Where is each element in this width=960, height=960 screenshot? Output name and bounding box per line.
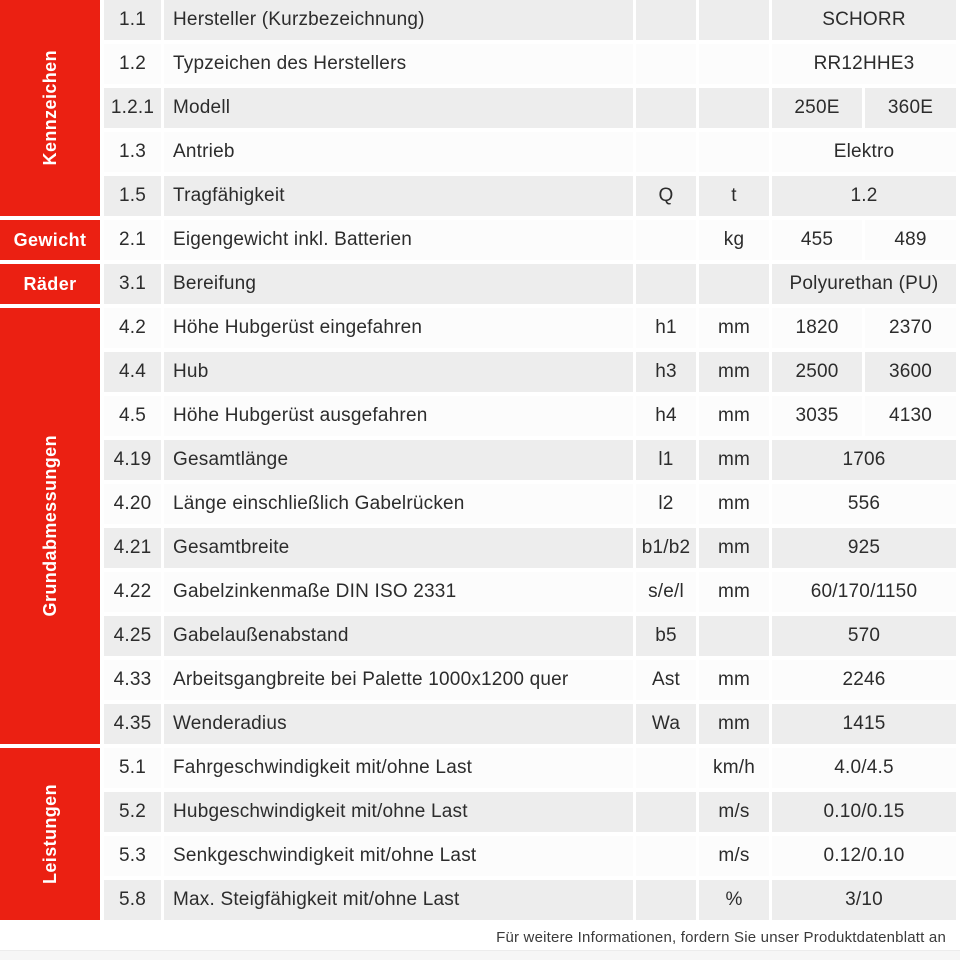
section-grundabmessungen	[0, 308, 956, 744]
value-merged: 2246	[772, 660, 956, 700]
spec-description: Eigengewicht inkl. Batterien	[164, 220, 633, 260]
spec-symbol	[636, 132, 696, 172]
row-number: 4.21	[104, 528, 161, 568]
row-number: 5.2	[104, 792, 161, 832]
spec-symbol	[636, 88, 696, 128]
spec-description: Wenderadius	[164, 704, 633, 744]
spec-unit	[699, 44, 769, 84]
spec-unit: kg	[699, 220, 769, 260]
row-number: 3.1	[104, 264, 161, 304]
spec-description: Modell	[164, 88, 633, 128]
value-merged: 1415	[772, 704, 956, 744]
row-number: 5.8	[104, 880, 161, 920]
section-label	[0, 264, 100, 304]
row-number: 5.1	[104, 748, 161, 788]
table-row	[104, 616, 956, 656]
spec-symbol: l2	[636, 484, 696, 524]
value-merged: 60/170/1150	[772, 572, 956, 612]
table-row	[104, 484, 956, 524]
value-360e: 3600	[865, 352, 956, 392]
spec-description: Hubgeschwindigkeit mit/ohne Last	[164, 792, 633, 832]
spec-unit: mm	[699, 352, 769, 392]
row-number: 5.3	[104, 836, 161, 876]
spec-unit: km/h	[699, 748, 769, 788]
value-360e: 4130	[865, 396, 956, 436]
value-merged: 570	[772, 616, 956, 656]
section-label	[0, 308, 100, 744]
row-number: 4.35	[104, 704, 161, 744]
spec-description: Länge einschließlich Gabelrücken	[164, 484, 633, 524]
spec-symbol: h3	[636, 352, 696, 392]
spec-symbol: h1	[636, 308, 696, 348]
section-rows	[104, 264, 956, 304]
spec-description: Hersteller (Kurzbezeichnung)	[164, 0, 633, 40]
spec-unit: mm	[699, 528, 769, 568]
row-number: 1.3	[104, 132, 161, 172]
value-merged: 925	[772, 528, 956, 568]
row-number: 4.5	[104, 396, 161, 436]
section-räder	[0, 264, 956, 304]
spec-unit: m/s	[699, 836, 769, 876]
value-250e: 3035	[772, 396, 862, 436]
section-label	[0, 0, 100, 216]
spec-description: Hub	[164, 352, 633, 392]
spec-symbol	[636, 0, 696, 40]
section-label-text: Grundabmessungen	[39, 435, 60, 617]
spec-description: Senkgeschwindigkeit mit/ohne Last	[164, 836, 633, 876]
value-250e: 2500	[772, 352, 862, 392]
spec-description: Gesamtbreite	[164, 528, 633, 568]
spec-description: Arbeitsgangbreite bei Palette 1000x1200 quer	[164, 660, 633, 700]
table-row	[104, 132, 956, 172]
row-number: 1.2	[104, 44, 161, 84]
row-number: 4.33	[104, 660, 161, 700]
spec-description: Fahrgeschwindigkeit mit/ohne Last	[164, 748, 633, 788]
spec-unit: %	[699, 880, 769, 920]
row-number: 4.20	[104, 484, 161, 524]
spec-unit: mm	[699, 660, 769, 700]
section-label-text: Räder	[23, 273, 77, 294]
spec-symbol	[636, 264, 696, 304]
table-row	[104, 792, 956, 832]
row-number: 4.25	[104, 616, 161, 656]
value-merged: 1.2	[772, 176, 956, 216]
row-number: 1.1	[104, 0, 161, 40]
spec-symbol: b5	[636, 616, 696, 656]
spec-unit: mm	[699, 440, 769, 480]
footer	[0, 924, 960, 950]
value-merged: 1706	[772, 440, 956, 480]
spec-symbol: l1	[636, 440, 696, 480]
table-row	[104, 264, 956, 304]
table-row	[104, 528, 956, 568]
row-number: 4.22	[104, 572, 161, 612]
table-row	[104, 220, 956, 260]
value-merged: Elektro	[772, 132, 956, 172]
table-row	[104, 572, 956, 612]
table-row	[104, 836, 956, 876]
spec-description: Höhe Hubgerüst ausgefahren	[164, 396, 633, 436]
bottom-strip	[0, 950, 960, 960]
spec-symbol	[636, 792, 696, 832]
spec-symbol	[636, 880, 696, 920]
table-row	[104, 88, 956, 128]
value-360e: 360E	[865, 88, 956, 128]
value-250e: 1820	[772, 308, 862, 348]
table-row	[104, 704, 956, 744]
section-label-text: Gewicht	[13, 229, 87, 250]
spec-symbol	[636, 836, 696, 876]
value-merged: 0.12/0.10	[772, 836, 956, 876]
row-number: 4.19	[104, 440, 161, 480]
row-number: 2.1	[104, 220, 161, 260]
table-row	[104, 396, 956, 436]
spec-symbol: b1/b2	[636, 528, 696, 568]
spec-symbol	[636, 44, 696, 84]
table-row	[104, 44, 956, 84]
spec-description: Antrieb	[164, 132, 633, 172]
spec-description: Tragfähigkeit	[164, 176, 633, 216]
spec-symbol: Q	[636, 176, 696, 216]
section-rows	[104, 748, 956, 920]
table-row	[104, 660, 956, 700]
spec-symbol: h4	[636, 396, 696, 436]
section-gewicht	[0, 220, 956, 260]
footer-note: Für weitere Informationen, fordern Sie unser Produktdatenblatt an	[496, 928, 946, 946]
section-kennzeichen	[0, 0, 956, 216]
section-rows	[104, 220, 956, 260]
spec-description: Gesamtlänge	[164, 440, 633, 480]
spec-unit	[699, 616, 769, 656]
value-360e: 489	[865, 220, 956, 260]
section-label-text: Leistungen	[39, 783, 60, 884]
value-360e: 2370	[865, 308, 956, 348]
section-rows	[104, 0, 956, 216]
spec-unit	[699, 88, 769, 128]
spec-description: Gabelaußenabstand	[164, 616, 633, 656]
row-number: 1.2.1	[104, 88, 161, 128]
row-number: 1.5	[104, 176, 161, 216]
table-row	[104, 0, 956, 40]
row-number: 4.2	[104, 308, 161, 348]
table-row	[104, 748, 956, 788]
spec-symbol	[636, 220, 696, 260]
spec-unit	[699, 264, 769, 304]
spec-unit: mm	[699, 484, 769, 524]
table-row	[104, 176, 956, 216]
section-label-text: Kennzeichen	[39, 50, 60, 166]
spec-symbol: s/e/l	[636, 572, 696, 612]
spec-unit: mm	[699, 396, 769, 436]
table-row	[104, 308, 956, 348]
table-row	[104, 880, 956, 920]
spec-unit: mm	[699, 308, 769, 348]
spec-description: Typzeichen des Herstellers	[164, 44, 633, 84]
value-merged: 0.10/0.15	[772, 792, 956, 832]
section-rows	[104, 308, 956, 744]
value-merged: 3/10	[772, 880, 956, 920]
spec-symbol	[636, 748, 696, 788]
value-250e: 455	[772, 220, 862, 260]
section-leistungen	[0, 748, 956, 920]
spec-unit	[699, 132, 769, 172]
spec-unit	[699, 0, 769, 40]
value-merged: 4.0/4.5	[772, 748, 956, 788]
value-merged: SCHORR	[772, 0, 956, 40]
section-label	[0, 220, 100, 260]
spec-description: Höhe Hubgerüst eingefahren	[164, 308, 633, 348]
spec-unit: mm	[699, 572, 769, 612]
spec-unit: mm	[699, 704, 769, 744]
value-merged: RR12HHE3	[772, 44, 956, 84]
value-250e: 250E	[772, 88, 862, 128]
spec-symbol: Ast	[636, 660, 696, 700]
value-merged: 556	[772, 484, 956, 524]
row-number: 4.4	[104, 352, 161, 392]
table-row	[104, 440, 956, 480]
spec-description: Gabelzinkenmaße DIN ISO 2331	[164, 572, 633, 612]
spec-description: Bereifung	[164, 264, 633, 304]
spec-unit: m/s	[699, 792, 769, 832]
value-merged: Polyurethan (PU)	[772, 264, 956, 304]
spec-unit: t	[699, 176, 769, 216]
spec-symbol: Wa	[636, 704, 696, 744]
table-row	[104, 352, 956, 392]
section-label	[0, 748, 100, 920]
spec-description: Max. Steigfähigkeit mit/ohne Last	[164, 880, 633, 920]
